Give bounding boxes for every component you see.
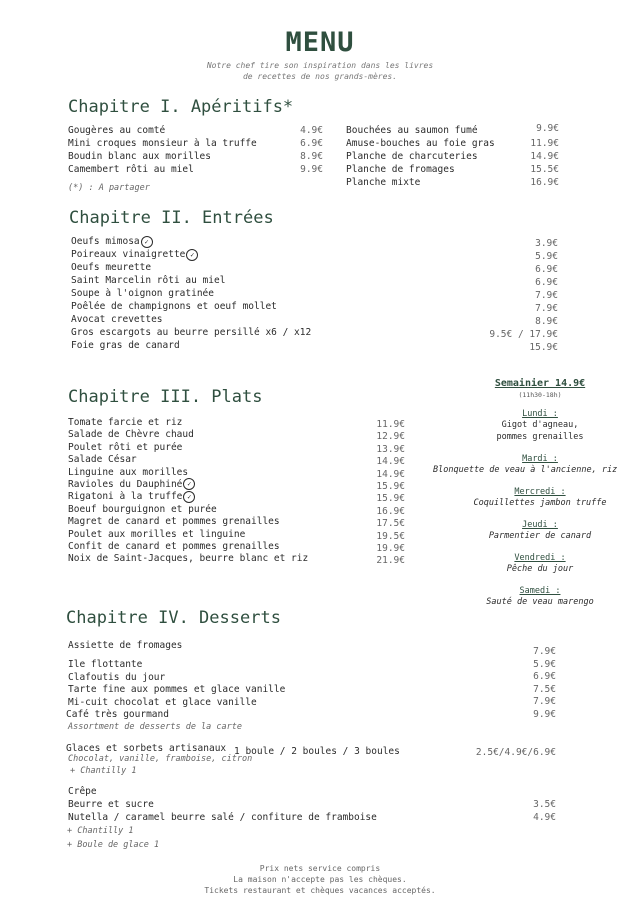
item-name: Rigatoni à la truffe xyxy=(68,491,183,503)
menu-item xyxy=(68,528,405,540)
item-name: Planche mixte xyxy=(346,177,421,188)
menu-item xyxy=(346,124,559,137)
menu-item xyxy=(68,478,405,490)
glaces-price: 2.5€/4.9€/6.9€ xyxy=(475,747,556,758)
item-name: Ravioles du Dauphiné xyxy=(68,478,183,490)
chapter-1-title: Chapitre I. Apéritifs* xyxy=(68,97,294,117)
item-price: 13.9€ xyxy=(376,443,405,455)
menu-item xyxy=(68,453,405,468)
dessert-item: Ile flottante xyxy=(68,659,143,670)
item-price: 11.9€ xyxy=(530,138,559,149)
item-name: Boudin blanc aux morilles xyxy=(68,151,211,162)
menu-item xyxy=(68,540,405,552)
dessert-price: 9.9€ xyxy=(533,708,556,720)
day-dish: Parmentier de canard xyxy=(488,531,592,541)
day-label: Jeudi : xyxy=(522,520,558,530)
chapter-2-title: Chapitre II. Entrées xyxy=(69,208,274,228)
item-price: 6.9€ xyxy=(535,277,558,288)
item-name: Camembert rôti au miel xyxy=(68,164,194,175)
menu-item xyxy=(71,261,558,274)
item-name: Saint Marcelin rôti au miel xyxy=(71,275,226,286)
footer xyxy=(0,863,640,896)
menu-item xyxy=(68,137,323,150)
desserts-prices xyxy=(500,645,556,721)
day-dish: Sauté de veau marengo xyxy=(486,597,594,607)
glaces-flavours: Chocolat, vanille, framboise, citron xyxy=(68,754,253,764)
item-name: Salade César xyxy=(68,454,137,466)
dessert-item: Mi-cuit chocolat et glace vanille xyxy=(68,696,257,708)
menu-item xyxy=(71,274,558,287)
day-dish: Blonquette de veau à l'ancienne, riz xyxy=(433,465,618,475)
footer-line: Tickets restaurant et chèques vacances acceptés. xyxy=(204,886,436,895)
menu-item xyxy=(68,441,405,453)
item-price: 14.9€ xyxy=(376,456,405,468)
intro-line: Notre chef tire son inspiration dans les livres xyxy=(206,61,434,70)
glaces-extra: + Chantilly 1 xyxy=(70,766,137,776)
aperitifs-left-list xyxy=(68,124,323,193)
menu-title: MENU xyxy=(285,27,355,58)
menu-item xyxy=(346,137,559,150)
item-name: Planche de fromages xyxy=(346,164,455,175)
menu-item xyxy=(346,176,559,189)
crepe-extra: + Boule de glace 1 xyxy=(67,840,160,850)
day-label: Mardi : xyxy=(522,454,558,464)
item-price: 15.5€ xyxy=(530,164,559,175)
day-label: Mercredi : xyxy=(514,487,566,497)
item-price: 4.9€ xyxy=(300,125,323,136)
menu-item xyxy=(71,248,558,261)
menu-item xyxy=(71,300,558,313)
semainier-title: Semainier 14.9€ xyxy=(494,378,586,389)
menu-item xyxy=(68,466,405,478)
crepe-item xyxy=(68,798,556,811)
chapter-4-title: Chapitre IV. Desserts xyxy=(66,608,281,628)
menu-item xyxy=(71,235,558,248)
menu-item xyxy=(71,313,558,326)
intro-line: de recettes de nos grands-mères. xyxy=(242,72,398,81)
menu-item xyxy=(68,150,323,163)
item-price: 15.9€ xyxy=(529,342,558,353)
item-name: Amuse-bouches au foie gras xyxy=(346,138,495,149)
aperitifs-note: (*) : A partager xyxy=(68,183,150,193)
footer-line: Prix nets service compris xyxy=(259,864,381,873)
item-price: 5.9€ xyxy=(535,251,558,262)
item-name: Mini croques monsieur à la truffe xyxy=(68,138,257,149)
item-name: Gros escargots au beurre persillé x6 / x12 xyxy=(71,327,312,338)
crepe-extra: + Chantilly 1 xyxy=(67,826,134,836)
glaces-sizes: 1 boule / 2 boules / 3 boules xyxy=(234,746,400,757)
dessert-note: Assortment de desserts de la carte xyxy=(68,721,242,732)
dessert-price: 6.9€ xyxy=(533,671,556,683)
menu-item xyxy=(346,150,559,163)
day-dish: pommes grenailles xyxy=(496,432,584,442)
crepe-name: Crêpe xyxy=(68,786,97,797)
item-price: 3.5€ xyxy=(533,799,556,810)
leaf-icon: ✓ xyxy=(186,249,198,261)
item-price: 11.9€ xyxy=(376,419,405,430)
day-label: Vendredi : xyxy=(514,553,566,563)
menu-item xyxy=(68,416,405,428)
item-price: 6.9€ xyxy=(535,264,558,275)
item-price: 9.9€ xyxy=(300,164,323,175)
day-label: Lundi : xyxy=(522,409,558,419)
item-name: Poulet rôti et purée xyxy=(68,441,183,453)
item-price: 16.9€ xyxy=(530,177,559,188)
item-name: Gougères au comté xyxy=(68,125,166,136)
menu-item xyxy=(68,124,323,137)
menu-item xyxy=(71,287,558,300)
item-price: 6.9€ xyxy=(300,138,323,149)
aperitifs-right-list xyxy=(346,124,559,189)
menu-item xyxy=(68,428,405,443)
menu-intro xyxy=(0,60,640,82)
dessert-item: Tarte fine aux pommes et glace vanille xyxy=(68,684,286,696)
dessert-price: 7.9€ xyxy=(533,646,556,657)
item-name: Foie gras de canard xyxy=(71,340,180,351)
item-name: Soupe à l'oignon gratinée xyxy=(71,288,214,299)
item-name: Magret de canard et pommes grenailles xyxy=(68,516,280,528)
item-price: 7.9€ xyxy=(535,303,558,314)
item-price: 9.9€ xyxy=(536,123,559,134)
item-price: 19.5€ xyxy=(376,530,405,542)
menu-item xyxy=(68,503,405,515)
item-name: Boeuf bourguignon et purée xyxy=(68,503,217,515)
item-name: Confit de canard et pommes grenailles xyxy=(68,540,280,552)
item-price: 17.5€ xyxy=(376,518,405,530)
dessert-item: Clafoutis du jour xyxy=(68,671,166,683)
item-price: 14.9€ xyxy=(530,151,559,162)
crepe-item xyxy=(68,811,556,824)
leaf-icon: ✓ xyxy=(183,478,195,490)
dessert-item: Assiette de fromages xyxy=(68,640,183,651)
menu-item xyxy=(68,163,323,176)
plats-list xyxy=(68,416,405,565)
item-price: 19.9€ xyxy=(376,542,405,554)
semainier-panel xyxy=(420,378,640,608)
item-name: Planche de charcuteries xyxy=(346,151,478,162)
item-name: Poulet aux morilles et linguine xyxy=(68,528,246,540)
desserts-list xyxy=(68,658,285,732)
menu-item xyxy=(68,515,405,530)
menu-item xyxy=(68,552,405,567)
item-name: Oeufs mimosa xyxy=(71,236,140,247)
menu-item xyxy=(71,326,558,339)
footer-line: La maison n'accepte pas les chèques. xyxy=(233,875,407,884)
item-price: 7.9€ xyxy=(535,290,558,301)
item-name: Beurre et sucre xyxy=(68,799,154,810)
entrees-list xyxy=(71,235,558,352)
item-price: 8.9€ xyxy=(300,151,323,162)
dessert-item: Café très gourmand xyxy=(66,709,169,721)
item-price: 8.9€ xyxy=(535,316,558,327)
item-name: Nutella / caramel beurre salé / confiture de framboise xyxy=(68,812,377,823)
item-name: Tomate farcie et riz xyxy=(68,417,183,428)
leaf-icon: ✓ xyxy=(183,491,195,503)
menu-item xyxy=(71,339,558,352)
item-name: Avocat crevettes xyxy=(71,314,163,325)
day-dish: Gigot d'agneau, xyxy=(501,420,579,430)
item-name: Poêlée de champignons et oeuf mollet xyxy=(71,301,277,312)
item-price: 21.9€ xyxy=(376,555,405,567)
dessert-price: 5.9€ xyxy=(533,658,556,670)
item-price: 4.9€ xyxy=(533,812,556,823)
item-name: Bouchées au saumon fumé xyxy=(346,125,478,136)
item-price: 3.9€ xyxy=(535,238,558,249)
day-dish: Coquillettes jambon truffe xyxy=(473,498,607,508)
item-price: 16.9€ xyxy=(376,505,405,517)
semainier-hours: (11h30-18h) xyxy=(518,391,562,399)
glaces-name: Glaces et sorbets artisanaux xyxy=(66,743,227,754)
item-price: 9.5€ / 17.9€ xyxy=(489,329,558,340)
item-name: Linguine aux morilles xyxy=(68,466,189,478)
item-price: 12.9€ xyxy=(376,431,405,443)
menu-item xyxy=(346,163,559,176)
day-label: Samedi : xyxy=(519,586,561,596)
item-name: Salade de Chèvre chaud xyxy=(68,429,194,441)
item-name: Oeufs meurette xyxy=(71,262,152,273)
item-name: Poireaux vinaigrette xyxy=(71,249,186,260)
dessert-price: 7.9€ xyxy=(533,696,556,708)
item-price: 15.9€ xyxy=(376,493,405,505)
menu-item xyxy=(68,490,405,505)
item-name: Noix de Saint-Jacques, beurre blanc et riz xyxy=(68,553,309,565)
dessert-price: 7.5€ xyxy=(533,683,556,695)
day-dish: Pêche du jour xyxy=(506,564,574,574)
item-price: 14.9€ xyxy=(376,468,405,480)
chapter-3-title: Chapitre III. Plats xyxy=(68,387,263,407)
leaf-icon: ✓ xyxy=(141,236,153,248)
item-price: 15.9€ xyxy=(376,480,405,492)
